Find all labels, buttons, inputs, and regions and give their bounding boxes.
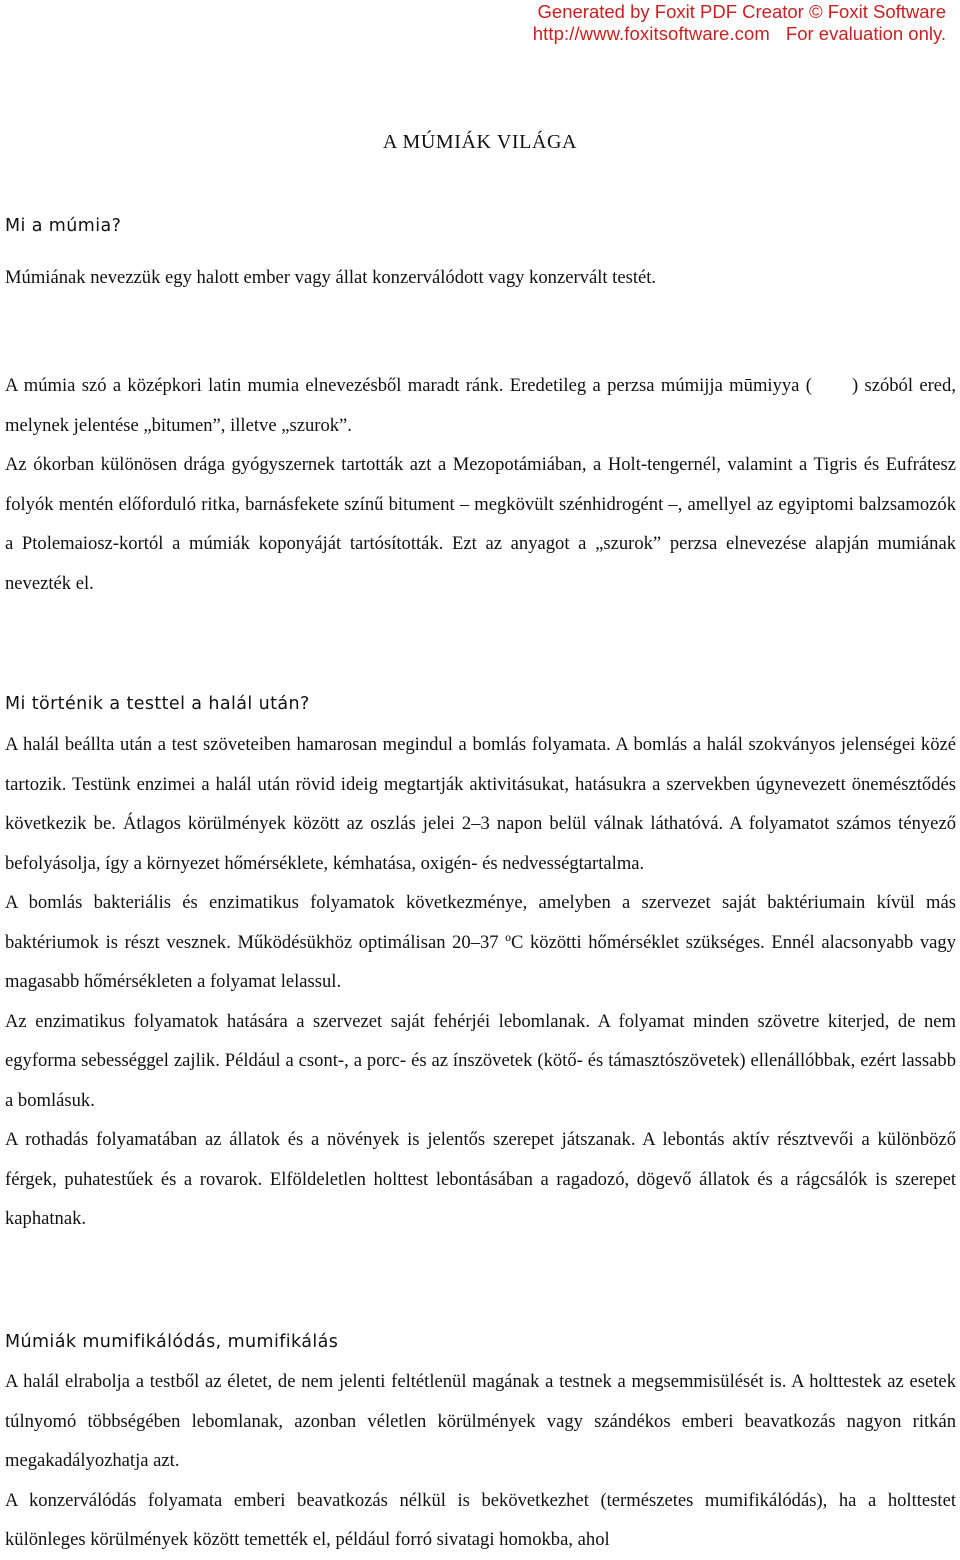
section-heading: Mi a múmia? [5,216,122,236]
paragraph: A halál beállta után a test szöveteiben hamarosan megindul a bomlás folyamata. A bomlás a halál szokványos jelenségei közé tartozik. Testünk enzimei a halál után rövid ideig megtartják aktivitásukat, hatásukra a szervekben úgynevezett önemésztődés következik be. Átlagos körülmények között az oszlás jelei 2–3 napon belül válnak láthatóvá. A folyamatot számos tényező befolyásolja, így a környezet hőmérséklete, kémhatása, oxigén- és nedvességtartalma. [5,734,956,874]
document-title: A MÚMIÁK VILÁGA [382,131,578,153]
paragraph: A konzerválódás folyamata emberi beavatkozás nélkül is bekövetkezhet (természetes mumifikálódás), ha a holttestet különleges körülmények között temették el, például forró sivatagi homokba, ahol [5,1489,956,1550]
paragraph: Múmiának nevezzük egy halott ember vagy állat konzerválódott vagy konzervált testét. [5,267,657,288]
paragraph-text: ) szóból ered, melynek jelentése „bitumen”, illetve „szurok”. [5,375,956,436]
paragraph: A rothadás folyamatában az állatok és a növények is jelentős szerepet játszanak. A lebontás aktív résztvevői a különböző férgek, puhatestűek és a rovarok. Elföldeletlen holttest lebontásában a ragadozó, dögevő állatok és a rágcsálók is szerepet kaphatnak. [5,1129,956,1229]
section-body [5,725,956,1239]
section-body [5,1362,956,1560]
watermark-line: Generated by Foxit PDF Creator © Foxit Software [537,1,946,22]
section-body [5,366,956,603]
watermark-line-2 [476,23,946,45]
paragraph: A bomlás bakteriális és enzimatikus folyamatok következménye, amelyben a szervezet saját baktériumain kívül más baktériumok is részt vesznek. Működésükhöz optimálisan 20–37 ºC közötti hőmérséklet szükséges. Ennél alacsonyabb vagy magasabb hőmérsékleten a folyamat lelassul. [5,892,956,992]
paragraph: Az ókorban különösen drága gyógyszernek tartották azt a Mezopotámiában, a Holt-tengernél, valamint a Tigris és Eufrátesz folyók mentén előforduló ritka, barnásfekete színű bitument – megkövült szénhidrogént –, amellyel az egyiptomi balzsamozók a Ptolemaiosz-kortól a múmiák koponyáját tartósították. Ezt az anyagot a „szurok” perzsa elnevezése alapján mumiának nevezték el. [5,454,956,594]
paragraph: Az enzimatikus folyamatok hatására a szervezet saját fehérjéi lebomlanak. A folyamat minden szövetre kiterjed, de nem egyforma sebességgel zajlik. Például a csont-, a porc- és az ínszövetek (kötő- és támasztószövetek) ellenállóbbak, ezért lassabb a bomlásuk. [5,1010,956,1111]
section-body [5,258,956,298]
paragraph [5,366,956,445]
watermark-url: http://www.foxitsoftware.com [532,23,770,44]
paragraph: A halál elrabolja a testből az életet, de nem jelenti feltétlenül magának a testnek a megsemmisülését is. A holttestek az esetek túlnyomó többségében lebomlanak, azonban véletlen körülmények vagy szándékos emberi beavatkozás nagyon ritkán megakadályozhatja azt. [5,1371,956,1471]
paragraph-text: A múmia szó a középkori latin mumia elnevezésből maradt ránk. Eredetileg a perzsa múmijja mūmiyya ( [5,375,812,396]
section-heading: Mi történik a testtel a halál után? [5,694,310,714]
pdf-creator-watermark [476,1,946,45]
section-heading: Múmiák mumifikálódás, mumifikálás [5,1332,339,1352]
watermark-note: For evaluation only. [785,23,946,44]
